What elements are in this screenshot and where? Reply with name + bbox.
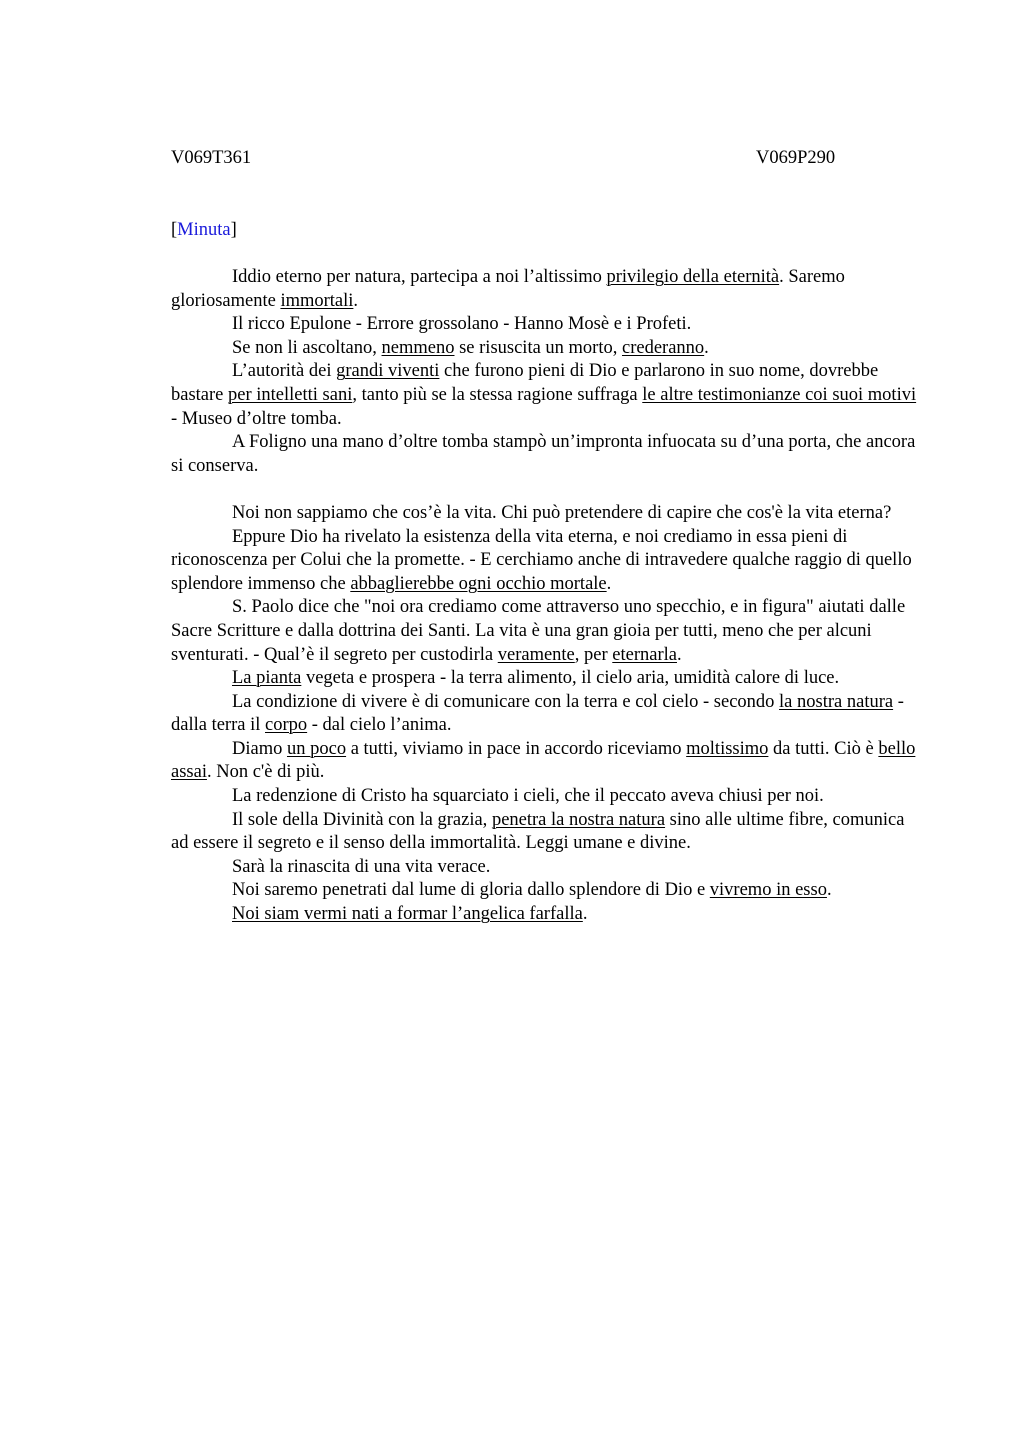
text-run: Diamo <box>232 738 287 759</box>
paragraph <box>171 502 923 526</box>
paragraph <box>171 431 923 478</box>
underlined-phrase: immortali <box>280 290 354 311</box>
text-run: La condizione di vivere è di comunicare con la terra e col cielo - secondo <box>232 691 780 712</box>
text-run: . <box>676 644 682 665</box>
paragraph <box>171 596 923 667</box>
underlined-phrase: veramente <box>497 644 575 665</box>
underlined-phrase: nemmeno <box>381 337 455 358</box>
text-run: Eppure Dio ha rivelato la esistenza della vita eterna, e noi crediamo in essa pieni di riconoscenza per Colui che la promette. - E cerchiamo anche di intravedere qualche raggio di quello splendore immenso che <box>171 526 912 594</box>
underlined-phrase: crederanno <box>622 337 705 358</box>
text-run: . <box>353 290 359 311</box>
paragraph <box>171 809 923 856</box>
underlined-phrase: moltissimo <box>686 738 769 759</box>
underlined-phrase: eternarla <box>612 644 677 665</box>
text-run: A Foligno una mano d’oltre tomba stampò un’impronta infuocata su d’una porta, che ancora si conserva. <box>171 432 916 476</box>
text-run: Sarà la rinascita di una vita verace. <box>232 856 491 877</box>
underlined-phrase: La pianta <box>232 668 302 689</box>
text-run: - dal cielo l’anima. <box>307 715 452 736</box>
text-run: L’autorità dei <box>232 361 337 382</box>
paragraph <box>171 785 923 809</box>
text-run: - dalla terra il <box>171 691 904 736</box>
text-run: . <box>606 573 612 594</box>
text-run: La redenzione di Cristo ha squarciato i cieli, che il peccato aveva chiusi per noi. <box>232 786 824 807</box>
paragraph <box>171 856 923 880</box>
underlined-phrase: Noi siam vermi nati a formar l’angelica farfalla <box>232 904 583 925</box>
bracket-close: ] <box>230 220 237 240</box>
underlined-phrase: un poco <box>286 738 347 759</box>
text-run: sino alle ultime fibre, comunica ad essere il segreto e il senso della immortalità. Leggi umane e divine. <box>171 809 905 854</box>
text-run: , tanto più se la stessa ragione suffraga <box>352 384 643 405</box>
paragraph <box>171 903 923 927</box>
text-run: Se non li ascoltano, <box>232 337 382 358</box>
text-run: Noi saremo penetrati dal lume di gloria dallo splendore di Dio e <box>232 880 710 901</box>
text-run: Iddio eterno per natura, partecipa a noi l’altissimo <box>232 267 607 287</box>
bracket-open: [ <box>171 220 178 240</box>
underlined-phrase: privilegio della eternità <box>606 267 780 287</box>
text-run: . <box>826 880 832 901</box>
minuta-link[interactable]: Minuta <box>177 220 231 240</box>
text-run: Noi non sappiamo che cos’è la vita. Chi può pretendere di capire che cos'è la vita eterna? <box>232 502 892 523</box>
underlined-phrase: la nostra natura <box>779 691 894 712</box>
text-run: - Museo d’oltre tomba. <box>171 408 342 429</box>
paragraph <box>171 879 923 903</box>
underlined-phrase: abbaglierebbe ogni occhio mortale <box>350 573 607 594</box>
text-run: Il sole della Divinità con la grazia, <box>232 809 492 830</box>
text-run: . <box>582 904 588 925</box>
underlined-phrase: corpo <box>265 715 308 736</box>
paragraph <box>171 667 923 691</box>
section-label <box>171 218 237 242</box>
text-run: . Non c'è di più. <box>206 762 325 783</box>
text-run: che furono pieni di Dio e parlarono in suo nome, dovrebbe bastare <box>171 361 879 405</box>
text-run: se risuscita un morto, <box>454 337 622 358</box>
body-text <box>171 266 923 927</box>
paragraph-gap <box>171 478 923 502</box>
paragraph <box>171 738 923 785</box>
text-run: S. Paolo dice che "noi ora crediamo come attraverso uno specchio, e in figura" aiutati dalle Sacre Scritture e dalla dottrina dei Santi. La vita è una gran gioia per tutti, meno che per alcuni sventurati. - Qual’è il segreto per custodirla <box>171 597 906 665</box>
underlined-phrase: bello assai <box>171 738 916 783</box>
text-run: Il ricco Epulone - Errore grossolano - Hanno Mosè e i Profeti. <box>232 314 692 335</box>
paragraph <box>171 266 923 313</box>
underlined-phrase: le altre testimonianze coi suoi motivi <box>642 384 917 405</box>
document-code-left: V069T361 <box>171 148 252 168</box>
text-run: . <box>704 337 709 358</box>
underlined-phrase: per intelletti sani <box>228 384 353 405</box>
underlined-phrase: grandi viventi <box>336 361 440 382</box>
page-code-right: V069P290 <box>756 148 836 168</box>
paragraph <box>171 691 923 738</box>
text-run: . Saremo gloriosamente <box>171 267 845 311</box>
text-run: a tutti, viviamo in pace in accordo riceviamo <box>346 738 687 759</box>
paragraph <box>171 337 923 361</box>
text-run: vegeta e prospera - la terra alimento, il cielo aria, umidità calore di luce. <box>301 668 840 689</box>
text-run: da tutti. Ciò è <box>768 738 879 759</box>
underlined-phrase: vivremo in esso <box>709 880 827 901</box>
underlined-phrase: penetra la nostra natura <box>491 809 666 830</box>
paragraph <box>171 313 923 337</box>
paragraph <box>171 526 923 597</box>
paragraph <box>171 360 923 431</box>
text-run: , per <box>574 644 613 665</box>
